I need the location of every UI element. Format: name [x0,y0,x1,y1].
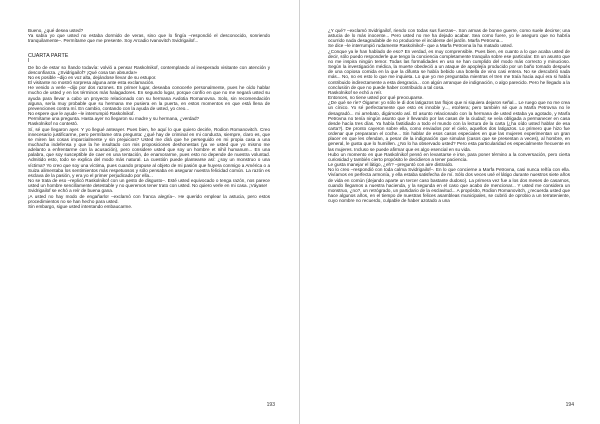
paragraph: ¡A usted no hay modo de engañarlo! –exclamó con franca alegría–. He querido emplear la astucia, pero estos procedimientos no se han hecho para usted. [28,193,270,204]
paragraph: Sí, sé que llegaron ayer. Y yo llegué anteayer. Pues bien, he aquí lo que quiero decirle, Rodion Romanovitch. Creo innecesario justificarme, pero permítame otra pregunta: ¿qué hay de criminal en mi conducta, siempre, claro es, que se miren las cosas imparcialmente y sin prejuicios? Usted me dirá que he perseguido en mi propia casa a una muchacha indefensa y que la he insultado con mis proposiciones deshonestas (ya ve usted que yo mismo me adelanto a enfrentarme con la acusación), pero considere usted que soy un hombre et nihil humanum... En una palabra, que soy susceptible de caer en una tentación, de enamorarme, pues esto no depende de nuestra voluntad. Admitido esto, todo se explica del modo más natural. La cuestión puede plantearse así: ¿soy un monstruo o una víctima? Yo creo que soy una víctima, pues cuando propuse al objeto de mi pasión que huyera conmigo a América o a Suiza alimentaba los sentimientos más respetuosos y sólo pensaba en asegurar nuestra felicidad común. La razón es esclava de la pasión, y era yo el primer perjudicado por ella... [28,126,270,178]
left-text-column [28,28,270,394]
paragraph: Hubo un momento en que Raskolnikof pensó en levantarse e irse, para poner término a la conversación, pero cierta curiosidad y también cierto propósito le decidieron a tener paciencia. [328,151,570,162]
right-page [300,0,600,424]
paragraph: Sin embargo, sigue usted intentando embaucarme. [28,203,133,209]
paragraph: ¿Conque ya le han hablado de eso? En verdad, es muy comprensible. Pues bien, en cuanto a lo que acaba usted de decir, sólo puedo responderle que tengo la conciencia completamente tranquila sobre ese particular. En un asunto que no me inspira ningún temor. Todas las formalidades en uso se han cumplido del modo más correcto y minucioso. Según la investigación médica, la muerte obedeció a un ataque de apoplejía producido por un baño tomado después de una copiosa comida en la que la difunta se había bebido una botella de vino casi entera. No se descubrió nada más... No, no es esto lo que me inquieta. Lo que yo me preguntaba mientras el tren me traía hacia aquí era si había contribuido indirectamente a esta desgracia... con algún arranque de indignación, o algo parecido. Pero he llegado a la conclusión de que no puede haber contribuido a tal cosa. [328,48,570,90]
paragraph: Svidrigailof se echó a reír de buena gana. [28,188,114,194]
paragraph: Raskolnikof se echó a reír. [328,89,383,95]
paragraph: Ya sabía yo que usted no estaba dormido de veras, sino que lo fingía –respondió el desconocido, sonriendo tranquilamente–. Permítame que me presente. Soy Arcadio Ivanovitch Svidrigailof... [28,33,270,44]
paragraph: Entonces, no tiene usted por qué preocuparse. [328,95,424,101]
paragraph: He venido a verle –dijo por dos razones. En primer lugar, deseaba conocerle personalmente, pues he oído hablar mucho de usted y en los términos más halagadores. En segundo lugar, porque confío en que no me negará usted su ayuda para llevar a cabo un proyecto relacionado con su hermana Avdotia Romanovna. Solo, sin recomendación alguna, sería muy probable que su hermana me pusiera en la puerta, en estos momentos en que está llena de prevenciones contra mí. En cambio, contando con la ayuda de usted, yo creo... [28,85,270,111]
page-number: 193 [266,402,275,408]
paragraph: ¿De qué se ríe? Óigame: yo sólo le di dos latigazos tan flojos que ni siquiera dejaron señal... Le ruego que no me crea un cínico. Yo sé perfectamente que esto es innoble y..., etcétera; pero también sé que a Marfa Petrovna no le desagradó... mi arrebato, digámoslo así. El asunto relacionado con la hermana de usted estaba ya agotado, y Marfa Petrovna no tenía ningún asunto que ir llevando por las casas de la ciudad; se veía obligada a permanecer en casa desde hacía tres días. Ya había fastidiado a todo el mundo con la lectura de la carta (¿ha oído usted hablar de esa carta?). De pronto cayeron sobre ella, como enviados por el cielo, aquellos dos latigazos. Lo primero que hizo fue ordenar que prepararan el coche... Sin hablar de esos casos especiales en que las mujeres experimentan un gran placer en que les ofendan, a pesar de la indignación que simulan (casos que se presentan a veces), al hombre, en general, le gusta que lo humillen. ¿No lo ha observado usted? Pero esta particularidad es especialmente frecuente en las mujeres. Incluso se puede afirmar que es algo esencial en su vida. [328,100,570,152]
paragraph: No espere que le ayude –le interrumpió Raskolnikof. [28,111,135,117]
paragraph: Le gusta manejar el látigo, ¿eh? –preguntó con aire distraído. [328,162,454,168]
paragraph: El visitante no mostró sorpresa alguna ante esta exclamación. [28,80,155,86]
paragraph: Bueno, ¿qué desea usted? [28,28,84,33]
paragraph: No se trata de eso –replicó Raskolnikof con un gesto de disgusto–. Esté usted equivocado o tenga razón, nos parece usted un hombre sencillamente detestable y no queremos tener trato con usted. No quiero verle en mi casa. ¡Váyase! [28,178,270,189]
paragraph: Raskolnikof no contestó. [28,121,79,127]
paragraph: ¿Y qué? –exclamó Svidrigailof, riendo con todas sus fuerzas–. Son armas de bonne guerre, como suele decirse; una astucia de lo más inocente... Pero usted no me ha dejado acabar. Sea como fuere, yo le aseguro que no habría ocurrido nada desagradable de no producirse el incidente del jardín. Marfa Petrovna... [328,28,570,44]
right-text-column [328,28,570,394]
part-heading: CUARTA PARTE [28,53,69,60]
paragraph: De bo de estar so ñando todavía: volvió a pensar Raskolnikof, contemplando al inesperado visitante con atención y desconfianza. ¿Svidrigailof? ¡Qué cosa tan absurda!» [28,64,270,75]
chapter-number: I [28,58,30,65]
paragraph: Se dice –le interrumpió rudamente Raskolnikof– que a Marfa Petrovna la ha matado usted. [328,43,513,49]
paragraph: No es posible –dijo en voz alta, dejándose llevar de su estupor. [28,74,157,80]
paragraph: Permítame una pregunta. Hasta ayer no llegaron su madre y su hermana, ¿verdad? [28,116,200,122]
paragraph: No lo creo –respondió con toda calma Svidrigailof–. En lo que concierne a Marfa Petrovna, casi nunca reñía con ella. Vivíamos en perfecta armonía, y ella estaba satisfecha de mí. Sólo dos veces usé el látigo durante nuestros siete años de vida en común (dejando aparte un tercer caso bastante dudoso). La primera vez fue a los dos meses de casarnos, cuando llegamos a nuestra hacienda, y la segunda en el caso que acabo de mencionar... Y usted me considera un monstruo, ¿no?, un retrógrado, un partidario de la esclavitud... A propósito, Rodion Romanovitch, ¿recuerda usted que hace algunos años, en el tiempo de nuestras felices asambleas municipales, se cubrió de oprobio a un terrateniente, cuyo nombre no recuerdo, culpable de haber azotado a una [328,167,570,204]
page-number: 194 [565,402,574,408]
